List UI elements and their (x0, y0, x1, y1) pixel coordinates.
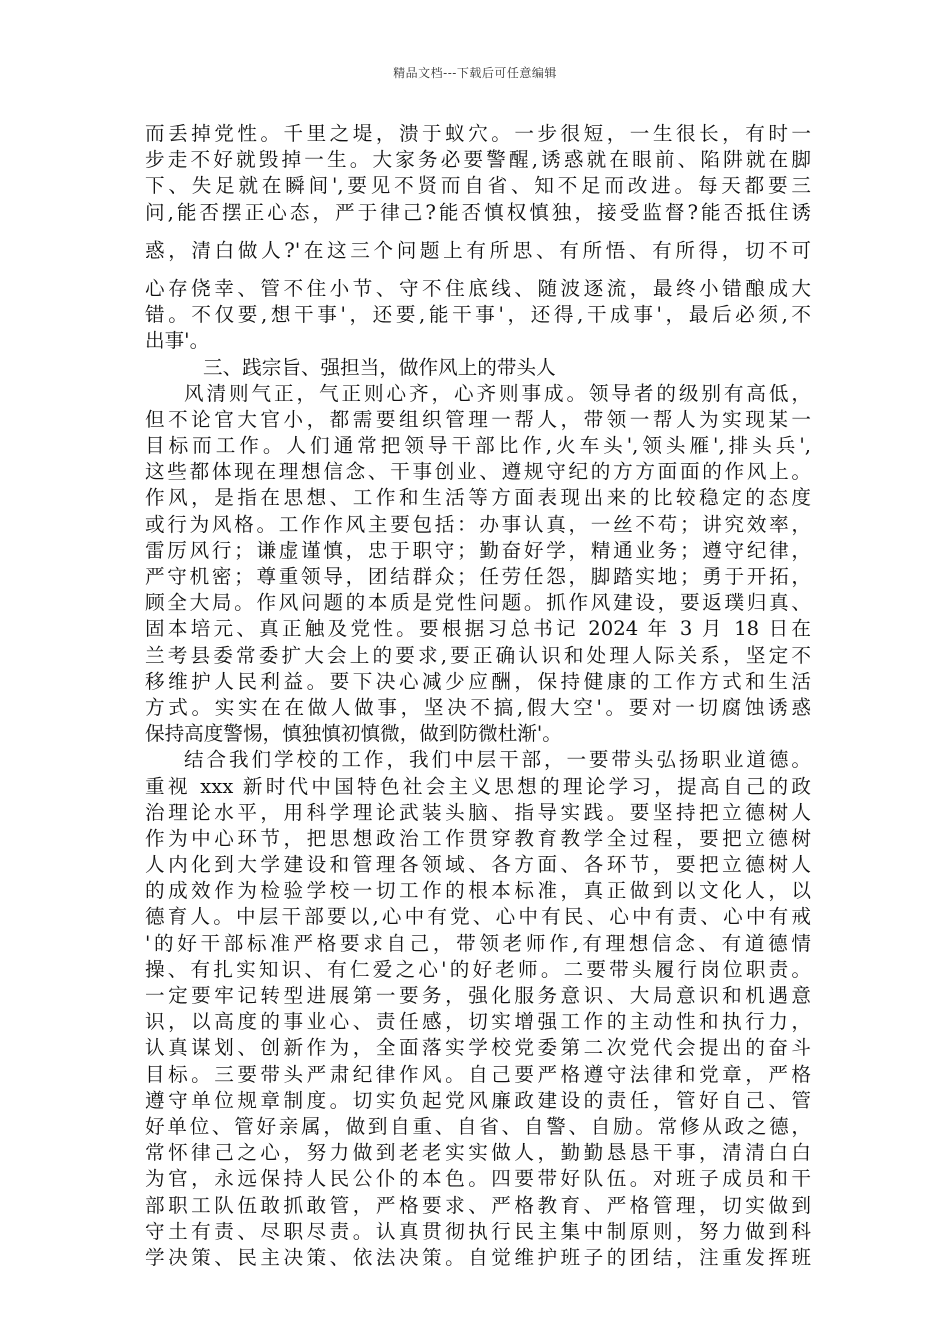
text-line: 人内化到大学建设和管理各领域、各方面、各环节，要把立德树人 (145, 853, 811, 877)
text-line: 雷厉风行；谦虚谨慎，忠于职守；勤奋好学，精通业务；遵守纪律， (145, 538, 811, 562)
text-line: 方式。实实在在做人做事，坚决不搞,假大空'。要对一切腐蚀诱惑 (145, 695, 811, 719)
text-line: 或行为风格。工作作风主要包括：办事认真，一丝不苟；讲究效率， (145, 512, 811, 536)
document-body (145, 121, 811, 1271)
text-line: 常怀律己之心，努力做到老老实实做人，勤勤恳恳干事，清清白白 (145, 1141, 811, 1165)
text-line: '的好干部标准严格要求自己，带领老师作,有理想信念、有道德情 (145, 931, 811, 955)
text-line: 德育人。中层干部要以,心中有党、心中有民、心中有责、心中有戒 (145, 905, 811, 929)
section-heading: 三、践宗旨、强担当，做作风上的带头人 (203, 355, 556, 379)
text-line: 目标而工作。人们通常把领导干部比作,火车头',领头雁',排头兵', (145, 434, 811, 458)
text-line: 保持高度警惕，慎独慎初慎微，做到防微杜渐'。 (145, 722, 562, 746)
text-line: 操、有扎实知识、有仁爱之心'的好老师。二要带头履行岗位职责。 (145, 957, 811, 981)
page-header: 精品文档---下载后可任意编辑 (393, 66, 557, 80)
text-line: 遵守单位规章制度。切实负起党风廉政建设的责任，管好自己、管 (145, 1088, 811, 1112)
text-line: 兰考县委常委扩大会上的要求,要正确认识和处理人际关系，坚定不 (145, 643, 811, 667)
text-line: 移维护人民利益。要下决心减少应酬，保持健康的工作方式和生活 (145, 669, 811, 693)
text-line: 作为中心环节，把思想政治工作贯穿教育教学全过程，要把立德树 (145, 826, 811, 850)
text-line: 的成效作为检验学校一切工作的根本标准，真正做到以文化人，以 (145, 879, 811, 903)
text-line: 为官，永远保持人民公仆的本色。四要带好队伍。对班子成员和干 (145, 1167, 811, 1191)
text-line: 学决策、民主决策、依法决策。自觉维护班子的团结，注重发挥班 (145, 1245, 811, 1269)
text-line: 步走不好就毁掉一生。大家务必要警醒,诱惑就在眼前、陷阱就在脚 (145, 148, 811, 172)
text-line: 这些都体现在理想信念、干事创业、遵规守纪的方方面面的作风上。 (145, 460, 811, 484)
text-line: 下、失足就在瞬间',要见不贤而自省、知不足而改进。每天都要三 (145, 174, 811, 198)
text-line: 守土有责、尽职尽责。认真贯彻执行民主集中制原则，努力做到科 (145, 1219, 811, 1243)
text-line: 结合我们学校的工作，我们中层干部，一要带头弘扬职业道德。 (184, 748, 811, 772)
text-line: 作风，是指在思想、工作和生活等方面表现出来的比较稳定的态度 (145, 486, 811, 510)
text-line: 好单位、管好亲属，做到自重、自省、自警、自励。常修从政之德， (145, 1114, 811, 1138)
text-line: 认真谋划、创新作为，全面落实学校党委第二次党代会提出的奋斗 (145, 1036, 811, 1060)
text-line: 顾全大局。作风问题的本质是党性问题。抓作风建设，要返璞归真、 (145, 591, 811, 615)
text-line: 严守机密；尊重领导，团结群众；任劳任怨，脚踏实地；勇于开拓， (145, 565, 811, 588)
text-line: 一定要牢记转型进展第一要务，强化服务意识、大局意识和机遇意 (145, 984, 811, 1007)
text-line: 出事'。 (145, 329, 210, 353)
text-line: 而丢掉党性。千里之堤，溃于蚁穴。一步很短，一生很长，有时一 (145, 122, 811, 145)
text-line: 心存侥幸、管不住小节、守不住底线、随波逐流，最终小错酿成大 (145, 276, 811, 300)
text-line: 识，以高度的事业心、责任感，切实增强工作的主动性和执行力， (145, 1010, 811, 1034)
text-line: 目标。三要带头严肃纪律作风。自己要严格遵守法律和党章，严格 (145, 1062, 811, 1086)
text-line: 治理论水平，用科学理论武装头脑、指导实践。要坚持把立德树人 (145, 800, 811, 824)
text-line: 问,能否摆正心态，严于律己?能否慎权慎独，接受监督?能否抵住诱 (145, 200, 811, 224)
text-line: 惑，清白做人?'在这三个问题上有所思、有所悟、有所得，切不可 (145, 238, 811, 262)
text-line: 部职工队伍敢抓敢管，严格要求、严格教育、严格管理，切实做到 (145, 1193, 811, 1217)
text-line: 风清则气正，气正则心齐，心齐则事成。领导者的级别有高低， (184, 381, 811, 405)
text-line: 但不论官大官小，都需要组织管理一帮人，带领一帮人为实现某一 (145, 407, 811, 431)
text-line: 固本培元、真正触及党性。要根据习总书记 2024 年 3 月 18 日在 (145, 617, 811, 641)
text-line: 重视 xxx 新时代中国特色社会主义思想的理论学习，提高自己的政 (145, 774, 811, 798)
text-line: 错。不仅要,想干事'，还要,能干事'，还得,干成事'，最后必须,不 (145, 303, 811, 327)
